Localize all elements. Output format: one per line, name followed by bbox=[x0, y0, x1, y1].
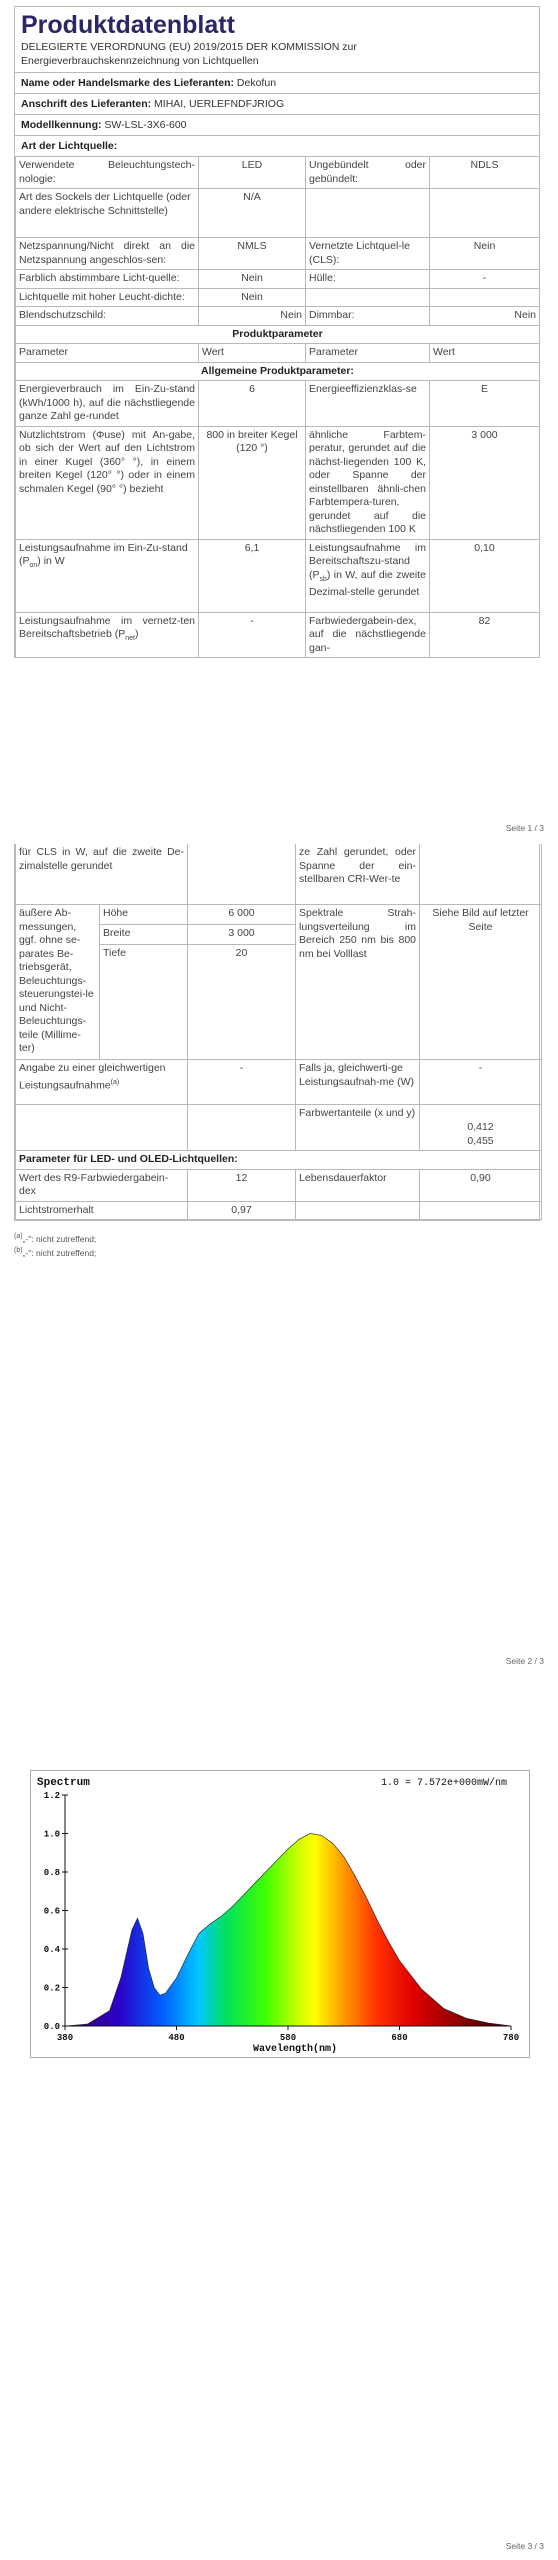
survival-factor-value: 0,90 bbox=[420, 1169, 542, 1201]
empty-cell bbox=[306, 288, 430, 307]
empty-cell bbox=[420, 844, 542, 905]
lumen-maintenance-label: Lichtstromerhalt bbox=[16, 1201, 188, 1220]
chart-x-axis-label: Wavelength(nm) bbox=[252, 2044, 338, 2055]
energy-consumption-value: 6 bbox=[199, 381, 306, 427]
supplier-address-row bbox=[15, 93, 539, 114]
power-on-label-end: ) in W bbox=[37, 555, 65, 567]
table-row bbox=[16, 1169, 542, 1201]
page-1 bbox=[0, 0, 558, 838]
empty-cell bbox=[430, 189, 540, 238]
y-tick-label: 0.6 bbox=[43, 1906, 60, 1917]
y-tick-label: 0.8 bbox=[43, 1868, 60, 1878]
footnote-a bbox=[8, 1231, 96, 1245]
networked-label-end: ) bbox=[134, 628, 139, 640]
empty-cell bbox=[16, 1105, 188, 1151]
table-row bbox=[16, 288, 540, 307]
luminous-flux-value: 800 in breiter Kegel (120 °) bbox=[199, 426, 306, 539]
r9-label: Wert des R9-Farbwiedergabein-dex bbox=[16, 1169, 188, 1201]
footnotes bbox=[8, 1231, 96, 1259]
standby-sub: sb bbox=[319, 575, 327, 583]
standby-power-label bbox=[306, 539, 430, 612]
luminous-flux-label: Nutzlichtstrom (Φuse) mit An-gabe, ob sich der Wert auf den Lichtstrom in einer Kugel (360° °), in einem breiten Kegel (120° °) oder in einem schmalen Kegel (90° °) bezieht bbox=[16, 426, 199, 539]
dimmable-value: Nein bbox=[430, 307, 540, 326]
cls-label: Vernetzte Lichtquel-le (CLS): bbox=[306, 238, 430, 270]
datasheet-frame-continued bbox=[14, 844, 540, 1221]
empty-cell bbox=[188, 1105, 296, 1151]
subtitle-line-1: DELEGIERTE VERORDNUNG (EU) 2019/2015 DER KOMMISSION zur bbox=[21, 41, 357, 53]
cri-label-continued: ze Zahl gerundet, oder Spanne der ein-stellbaren CRI-Wer-te bbox=[296, 844, 420, 905]
dimmable-label: Dimmbar: bbox=[306, 307, 430, 326]
col-header-value: Wert bbox=[199, 344, 306, 363]
power-on-label bbox=[16, 539, 199, 612]
table-header-row bbox=[16, 344, 540, 363]
footnote-a-text: „-": nicht zutreffend; bbox=[22, 1233, 97, 1244]
depth-value: 20 bbox=[188, 945, 296, 1060]
r9-value: 12 bbox=[188, 1169, 296, 1201]
chromaticity-x: 0,412 bbox=[467, 1121, 494, 1133]
color-temperature-value: 3 000 bbox=[430, 426, 540, 539]
unbundled-label: Ungebündelt oder gebündelt: bbox=[306, 157, 430, 189]
regulation-subtitle bbox=[15, 40, 539, 72]
energy-class-value: E bbox=[430, 381, 540, 427]
socket-label: Art des Sockels der Lichtquelle (oder andere elektrische Schnittstelle) bbox=[16, 189, 199, 238]
page-number: Seite 2 / 3 bbox=[505, 1656, 544, 1666]
equivalent-power-value: - bbox=[188, 1060, 296, 1105]
footnote-a-ref: (a) bbox=[110, 1078, 120, 1086]
envelope-value: - bbox=[430, 270, 540, 289]
x-tick-label: 780 bbox=[502, 2033, 520, 2043]
equivalent-power-label bbox=[16, 1060, 188, 1105]
footnote-b-text: „-": nicht zutreffend; bbox=[22, 1247, 97, 1258]
socket-value: N/A bbox=[199, 189, 306, 238]
networked-sub: net bbox=[125, 635, 135, 643]
equivalent-power-text: Angabe zu einer gleichwertigen Leistungsaufnahme bbox=[19, 1062, 166, 1091]
model-row bbox=[15, 114, 539, 135]
survival-factor-label: Lebensdauerfaktor bbox=[296, 1169, 420, 1201]
chart-title: Spectrum bbox=[37, 1777, 90, 1789]
light-source-table bbox=[15, 156, 540, 657]
model-label: Modellkennung: bbox=[21, 119, 102, 131]
page-2 bbox=[0, 838, 558, 1690]
general-params-header: Allgemeine Produktparameter: bbox=[16, 362, 540, 381]
chart-annotation: 1.0 = 7.572e+000mW/nm bbox=[381, 1778, 508, 1789]
model-value: SW-LSL-3X6-600 bbox=[104, 119, 187, 131]
power-on-value: 6,1 bbox=[199, 539, 306, 612]
color-tunable-label: Farblich abstimmbare Licht-quelle: bbox=[16, 270, 199, 289]
table-row bbox=[16, 905, 542, 925]
networked-label-text: Leistungsaufnahme im vernetz-ten Bereitschaftsbetrieb (P bbox=[19, 614, 195, 640]
product-params-table-continued bbox=[15, 844, 542, 1220]
table-row bbox=[16, 381, 540, 427]
table-row bbox=[16, 426, 540, 539]
standby-label-end: ) in W, auf die zweite Dezimal-stelle gerundet bbox=[309, 568, 426, 599]
table-row bbox=[16, 612, 540, 657]
supplier-address-value: MIHAI, UERLEFNDFJRIOG bbox=[154, 98, 285, 110]
page-number: Seite 1 / 3 bbox=[505, 823, 544, 833]
supplier-brand-row bbox=[15, 72, 539, 93]
empty-cell bbox=[188, 844, 296, 905]
subtitle-line-2: Energieverbrauchskennzeichnung von Lichtquellen bbox=[21, 55, 259, 67]
cls-value: Nein bbox=[430, 238, 540, 270]
spectral-distribution-value: Siehe Bild auf letzter Seite bbox=[420, 905, 542, 1060]
page-title: Produktdatenblatt bbox=[21, 11, 235, 39]
x-tick-label: 680 bbox=[391, 2033, 408, 2043]
envelope-label: Hülle: bbox=[306, 270, 430, 289]
cri-label: Farbwiedergabein-dex, auf die nächstliegende gan- bbox=[306, 612, 430, 657]
energy-class-label: Energieeffizienzklas-se bbox=[306, 381, 430, 427]
spectrum-chart bbox=[30, 1770, 530, 2058]
chromaticity-label: Farbwertanteile (x und y) bbox=[296, 1105, 420, 1151]
table-row bbox=[16, 1151, 542, 1170]
table-row bbox=[16, 539, 540, 612]
table-row bbox=[16, 844, 542, 905]
footnote-b-mark: (b) bbox=[14, 1246, 23, 1254]
cri-value: 82 bbox=[430, 612, 540, 657]
glare-shield-label: Blendschutzschild: bbox=[16, 307, 199, 326]
equivalent-wattage-label: Falls ja, gleichwerti-ge Leistungsaufnah-me (W) bbox=[296, 1060, 420, 1105]
supplier-brand-label: Name oder Handelsmarke des Lieferanten: bbox=[21, 77, 234, 89]
page-3 bbox=[0, 1690, 558, 2560]
y-tick-label: 0.4 bbox=[43, 1945, 60, 1955]
table-row bbox=[16, 238, 540, 270]
high-luminance-label: Lichtquelle mit hoher Leucht-dichte: bbox=[16, 288, 199, 307]
chromaticity-y: 0,455 bbox=[467, 1134, 494, 1147]
col-header-value-2: Wert bbox=[430, 344, 540, 363]
supplier-brand-value: Dekofun bbox=[236, 77, 277, 89]
networked-standby-label bbox=[16, 612, 199, 657]
width-value: 3 000 bbox=[188, 925, 296, 945]
table-row bbox=[16, 1105, 542, 1151]
depth-label: Tiefe bbox=[100, 945, 188, 1060]
light-source-type-label: Art der Lichtquelle: bbox=[21, 140, 118, 152]
x-tick-label: 480 bbox=[168, 2033, 185, 2043]
footnote-a-mark: (a) bbox=[14, 1233, 23, 1240]
spectrum-series-area bbox=[65, 1834, 511, 2027]
col-header-param: Parameter bbox=[16, 344, 199, 363]
empty-cell bbox=[296, 1201, 420, 1220]
table-row bbox=[16, 157, 540, 189]
chromaticity-values bbox=[420, 1105, 542, 1151]
supplier-address-label: Anschrift des Lieferanten: bbox=[21, 98, 152, 110]
footnote-b bbox=[8, 1245, 96, 1259]
standby-label-text: Leistungsaufnahme im Bereitschaftszu-stand (P bbox=[309, 541, 426, 581]
table-row bbox=[16, 270, 540, 289]
unbundled-value: NDLS bbox=[430, 157, 540, 189]
col-header-param-2: Parameter bbox=[306, 344, 430, 363]
table-row bbox=[16, 1060, 542, 1105]
power-on-sub: on bbox=[29, 562, 38, 570]
spectrum-svg bbox=[31, 1771, 529, 2057]
product-params-header: Produktparameter bbox=[16, 325, 540, 344]
mains-label: Netzspannung/Nicht direkt an die Netzspannung angeschlos-sen: bbox=[16, 238, 199, 270]
height-label: Höhe bbox=[100, 905, 188, 925]
table-row bbox=[16, 362, 540, 381]
y-tick-label: 1.0 bbox=[43, 1829, 60, 1840]
high-luminance-value: Nein bbox=[199, 288, 306, 307]
empty-cell bbox=[430, 288, 540, 307]
x-tick-label: 380 bbox=[56, 2033, 74, 2043]
table-row bbox=[16, 325, 540, 344]
y-tick-label: 1.2 bbox=[43, 1791, 60, 1801]
page-number: Seite 3 / 3 bbox=[505, 2541, 544, 2551]
empty-cell bbox=[420, 1201, 542, 1220]
light-source-type-header bbox=[15, 135, 539, 156]
y-tick-label: 0.2 bbox=[43, 1983, 60, 1994]
equivalent-wattage-value: - bbox=[420, 1060, 542, 1105]
table-row bbox=[16, 307, 540, 326]
color-temperature-label: ähnliche Farbtem-peratur, gerundet auf die nächst-liegenden 100 K, oder Spanne der einstellbaren ähnli-chen Farbtempera-turen, gerundet auf die nächstliegenden 100 K bbox=[306, 426, 430, 539]
glare-shield-value: Nein bbox=[199, 307, 306, 326]
standby-power-value: 0,10 bbox=[430, 539, 540, 612]
height-value: 6 000 bbox=[188, 905, 296, 925]
dimensions-label: äußere Ab-messungen, ggf. ohne se-parates Be-triebsgerät, Beleuchtungs-steuerungstei-le und Nicht-Beleuchtungs-teile (Millime-ter) bbox=[16, 905, 100, 1060]
table-row bbox=[16, 1201, 542, 1220]
networked-standby-value: - bbox=[199, 612, 306, 657]
technology-value: LED bbox=[199, 157, 306, 189]
energy-consumption-label: Energieverbrauch im Ein-Zu-stand (kWh/1000 h), auf die nächstliegende ganze Zahl ge-rundet bbox=[16, 381, 199, 427]
table-row bbox=[16, 189, 540, 238]
y-tick-label: 0.0 bbox=[43, 2022, 60, 2032]
x-tick-label: 580 bbox=[279, 2033, 297, 2043]
technology-label: Verwendete Beleuchtungstech-nologie: bbox=[16, 157, 199, 189]
width-label: Breite bbox=[100, 925, 188, 945]
spectral-distribution-label: Spektrale Strah-lungsverteilung im Bereich 250 nm bis 800 nm bei Volllast bbox=[296, 905, 420, 1060]
empty-cell bbox=[306, 189, 430, 238]
power-on-label-text: Leistungsaufnahme im Ein-Zu-stand (P bbox=[19, 541, 188, 567]
datasheet-frame bbox=[14, 6, 540, 658]
led-params-header: Parameter für LED- und OLED-Lichtquellen: bbox=[16, 1151, 542, 1170]
color-tunable-value: Nein bbox=[199, 270, 306, 289]
mains-value: NMLS bbox=[199, 238, 306, 270]
lumen-maintenance-value: 0,97 bbox=[188, 1201, 296, 1220]
networked-standby-label-continued: für CLS in W, auf die zweite De-zimalstelle gerundet bbox=[16, 844, 188, 905]
